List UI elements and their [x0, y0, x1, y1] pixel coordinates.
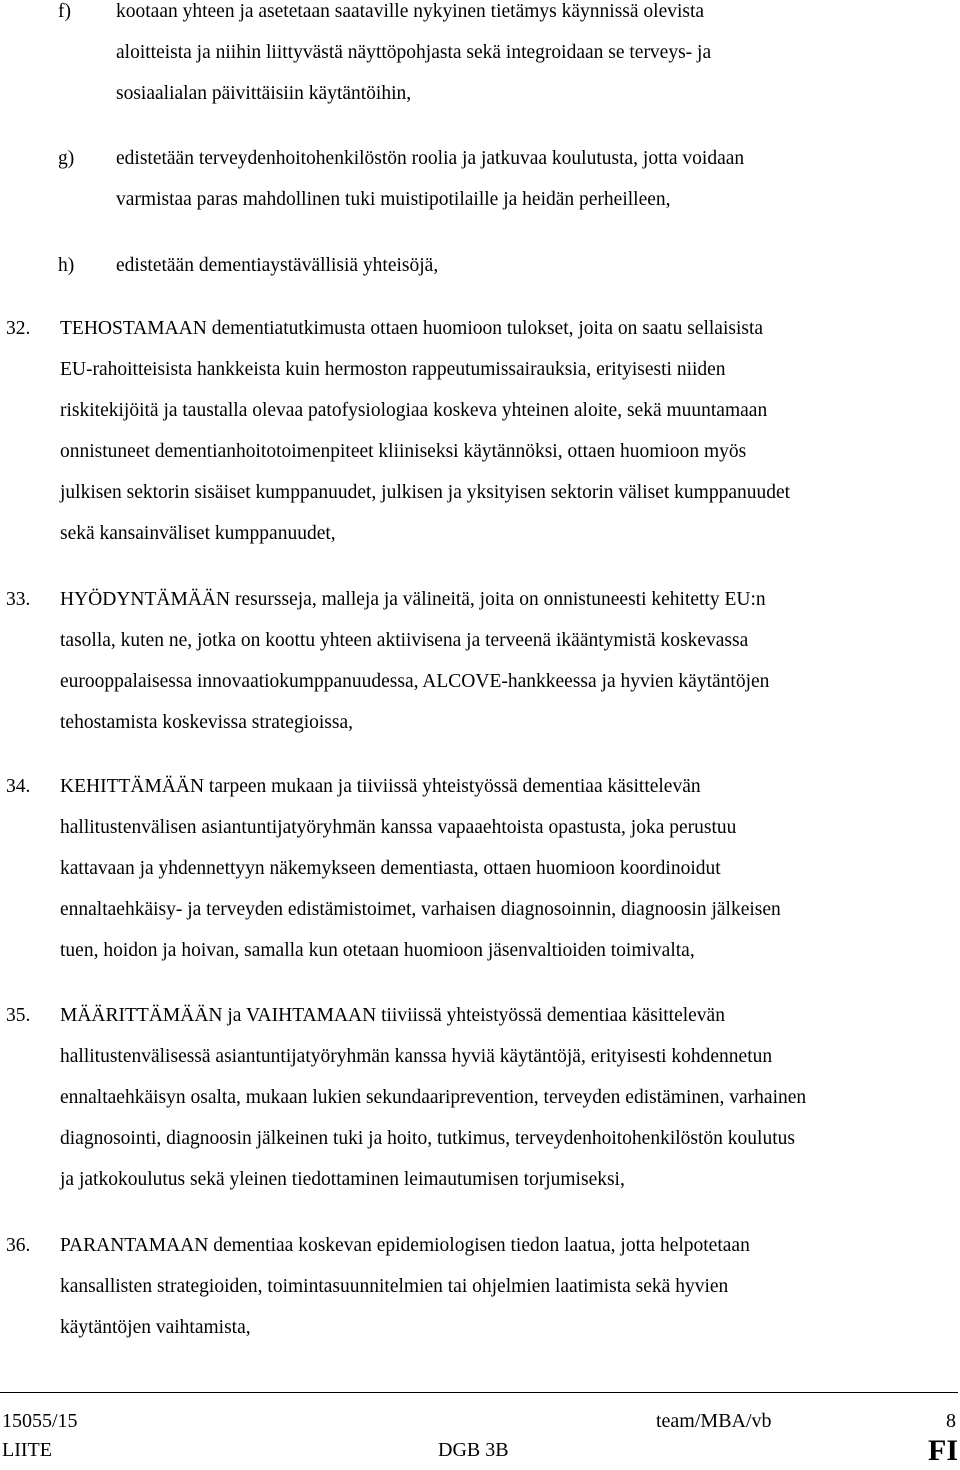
text-line: MÄÄRITTÄMÄÄN ja VAIHTAMAAN tiiviissä yhteistyössä dementiaa käsittelevän [60, 1005, 725, 1026]
text-line: EU-rahoitteisista hankkeista kuin hermoston rappeutumissairauksia, erityisesti niiden [60, 359, 726, 380]
item-text [60, 766, 781, 971]
footer-annex: LIITE [2, 1439, 52, 1461]
text-line: käytäntöjen vaihtamista, [60, 1317, 251, 1338]
text-line: hallitustenvälisen asiantuntijatyöryhmän kanssa vapaaehtoista opastusta, joka perustuu [60, 817, 737, 838]
item-marker: 33. [6, 589, 31, 610]
footer-divider [0, 1392, 958, 1393]
footer-doc-number: 15055/15 [2, 1410, 78, 1432]
item-marker: f) [58, 1, 71, 22]
item-text [60, 308, 790, 554]
text-line: kattavaan ja yhdennettyyn näkemykseen dementiasta, ottaen huomioon koordinoidut [60, 858, 721, 879]
footer-dg: DGB 3B [438, 1439, 509, 1461]
text-line: ennaltaehkäisy- ja terveyden edistämistoimet, varhaisen diagnosoinnin, diagnoosin jälkeisen [60, 899, 781, 920]
text-line: eurooppalaisessa innovaatiokumppanuudessa, ALCOVE-hankkeessa ja hyvien käytäntöjen [60, 671, 770, 692]
item-text [116, 245, 438, 286]
item-text [60, 1225, 750, 1348]
footer-reference: team/MBA/vb [656, 1410, 772, 1432]
item-text [116, 138, 744, 220]
text-line: kootaan yhteen ja asetetaan saataville nykyinen tietämys käynnissä olevista [116, 1, 705, 22]
text-line: HYÖDYNTÄMÄÄN resursseja, malleja ja välineitä, joita on onnistuneesti kehitetty EU:n [60, 589, 766, 610]
item-marker: h) [58, 255, 75, 276]
text-line: tasolla, kuten ne, jotka on koottu yhteen aktiivisena ja terveenä ikääntymistä koskevassa [60, 630, 749, 651]
footer-language: FI [928, 1434, 958, 1467]
item-marker: g) [58, 148, 75, 169]
text-line: sekä kansainväliset kumppanuudet, [60, 523, 336, 544]
text-line: KEHITTÄMÄÄN tarpeen mukaan ja tiiviissä yhteistyössä dementiaa käsittelevän [60, 776, 701, 797]
text-line: riskitekijöitä ja taustalla olevaa patofysiologiaa koskeva yhteinen aloite, sekä muuntamaan [60, 400, 768, 421]
text-line: tehostamista koskevissa strategioissa, [60, 712, 353, 733]
text-line: sosiaalialan päivittäisiin käytäntöihin, [116, 83, 412, 104]
item-text [116, 0, 711, 114]
text-line: hallitustenvälisessä asiantuntijatyöryhmän kanssa hyviä käytäntöjä, erityisesti kohdennetun [60, 1046, 773, 1067]
text-line: onnistuneet dementianhoitotoimenpiteet kliiniseksi käytännöksi, ottaen huomioon myös [60, 441, 747, 462]
text-line: TEHOSTAMAAN dementiatutkimusta ottaen huomioon tulokset, joita on saatu sellaisista [60, 318, 764, 339]
item-text [60, 579, 769, 743]
item-marker: 32. [6, 318, 31, 339]
text-line: ja jatkokoulutus sekä yleinen tiedottaminen leimautumisen torjumiseksi, [60, 1169, 625, 1190]
text-line: kansallisten strategioiden, toimintasuunnitelmien tai ohjelmien laatimista sekä hyvien [60, 1276, 729, 1297]
item-marker: 34. [6, 776, 31, 797]
text-line: PARANTAMAAN dementiaa koskevan epidemiologisen tiedon laatua, jotta helpotetaan [60, 1235, 750, 1256]
text-line: diagnosointi, diagnoosin jälkeinen tuki ja hoito, tutkimus, terveydenhoitohenkilöstön koulutus [60, 1128, 795, 1149]
item-marker: 35. [6, 1005, 31, 1026]
text-line: ennaltaehkäisyn osalta, mukaan lukien sekundaariprevention, terveyden edistäminen, varhainen [60, 1087, 807, 1108]
text-line: edistetään dementiaystävällisiä yhteisöjä, [116, 255, 439, 276]
item-marker: 36. [6, 1235, 31, 1256]
text-line: aloitteista ja niihin liittyvästä näyttöpohjasta sekä integroidaan se terveys- ja [116, 42, 712, 63]
text-line: tuen, hoidon ja hoivan, samalla kun otetaan huomioon jäsenvaltioiden toimivalta, [60, 940, 695, 961]
text-line: edistetään terveydenhoitohenkilöstön roolia ja jatkuvaa koulutusta, jotta voidaan [116, 148, 745, 169]
text-line: julkisen sektorin sisäiset kumppanuudet, julkisen ja yksityisen sektorin väliset kumppanuudet [60, 482, 791, 503]
item-text [60, 995, 806, 1200]
footer-page-number: 8 [946, 1410, 956, 1432]
text-line: varmistaa paras mahdollinen tuki muistipotilaille ja heidän perheilleen, [116, 189, 671, 210]
